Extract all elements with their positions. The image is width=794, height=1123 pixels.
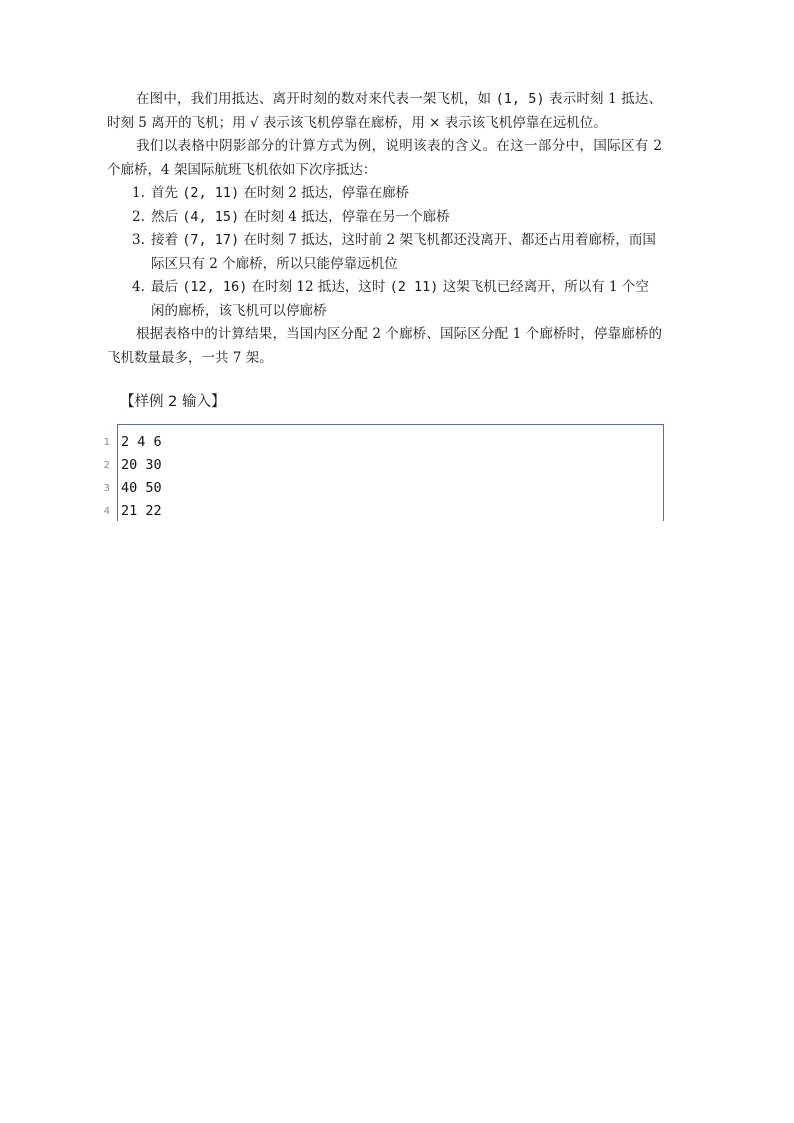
paragraph-conclusion: 根据表格中的计算结果，当国内区分配 2 个廊桥、国际区分配 1 个廊桥时，停靠廊桥的飞机数量最多，一共 7 架。 bbox=[107, 326, 662, 366]
line-number: 2 bbox=[103, 460, 110, 471]
list-item-number: 2. bbox=[132, 208, 145, 225]
list-item bbox=[107, 182, 662, 206]
problem-text bbox=[107, 88, 662, 370]
code-block bbox=[103, 424, 664, 521]
paragraph-intro-text-a: 在图中，我们用抵达、离开时刻的数对来代表一架飞机，如 bbox=[136, 91, 496, 107]
list-item-number: 4. bbox=[132, 279, 145, 295]
sample-input-heading: 【样例 2 输入】 bbox=[120, 394, 226, 410]
list-item-text: 在时刻 12 抵达，这时 bbox=[247, 279, 390, 295]
list-item-text: 在时刻 4 抵达，停靠在另一个廊桥 bbox=[239, 208, 450, 225]
list-item-code: (7, 17) bbox=[182, 232, 240, 248]
list-item-text-2: 这架飞机已经离开，所以有 1 个空闲的廊桥，该飞机可以停廊桥 bbox=[151, 279, 649, 319]
code-line-text: 21 22 bbox=[121, 503, 162, 519]
list-item-text: 在时刻 7 抵达，这时前 2 架飞机都还没离开、都还占用着廊桥，而国际区只有 2 个廊桥，所以只能停靠远机位 bbox=[151, 232, 656, 272]
list-item-text: 在时刻 2 抵达，停靠在廊桥 bbox=[239, 185, 410, 201]
list-item-code: (12, 16) bbox=[182, 279, 248, 295]
code-line-text: 20 30 bbox=[121, 457, 162, 473]
paragraph-intro-text-b: 表示时刻 1 抵达、时刻 5 离开的飞机；用 √ 表示该飞机停靠在廊桥，用 × 表示该飞机停靠在远机位。 bbox=[107, 91, 662, 131]
list-item-number: 3. bbox=[132, 232, 145, 248]
list-item-code: (4, 15) bbox=[182, 208, 240, 225]
list-item bbox=[107, 206, 662, 230]
code-line-text: 40 50 bbox=[121, 480, 162, 496]
arrival-steps-list bbox=[107, 182, 662, 323]
paragraph-intro bbox=[107, 88, 662, 135]
inline-code-pair: (1, 5) bbox=[495, 91, 545, 107]
paragraph-example: 我们以表格中阴影部分的计算方式为例，说明该表的含义。在这一部分中，国际区有 2 个廊桥，4 架国际航班飞机依如下次序抵达： bbox=[107, 138, 662, 178]
list-item-number: 1. bbox=[132, 185, 145, 201]
list-item-prefix: 接着 bbox=[151, 232, 183, 248]
list-item bbox=[107, 229, 662, 276]
list-item-prefix: 然后 bbox=[151, 208, 183, 225]
list-item-prefix: 首先 bbox=[151, 185, 183, 201]
line-number: 4 bbox=[103, 506, 110, 517]
list-item-code: (2, 11) bbox=[182, 185, 240, 201]
list-item bbox=[107, 276, 662, 323]
line-number: 1 bbox=[103, 437, 110, 448]
line-number: 3 bbox=[103, 483, 110, 494]
code-line-text: 2 4 6 bbox=[121, 434, 162, 450]
list-item-prefix: 最后 bbox=[151, 279, 183, 295]
list-item-code-2: (2 11) bbox=[389, 279, 439, 295]
